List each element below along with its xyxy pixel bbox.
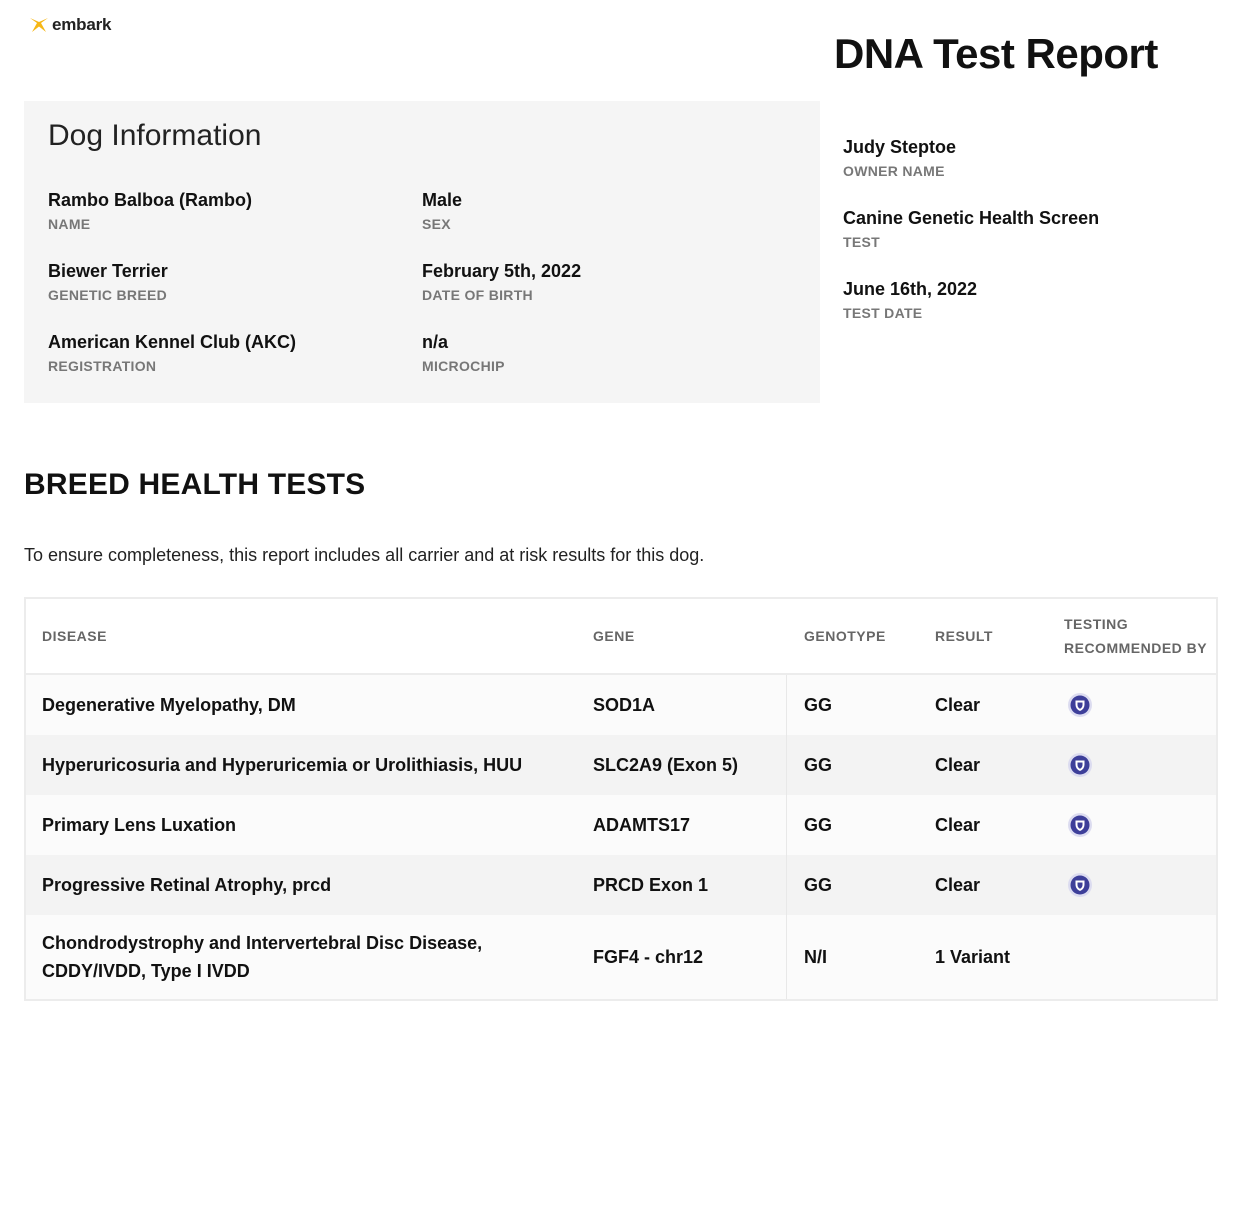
table-row: [26, 735, 1216, 795]
embark-logo: [28, 14, 111, 36]
field-value: Rambo Balboa (Rambo): [48, 190, 253, 210]
table-row: [26, 915, 1216, 999]
field-sex: [422, 189, 462, 232]
section-description: To ensure completeness, this report includes all carrier and at risk results for this dog.: [24, 545, 705, 565]
field-registration: [48, 331, 296, 374]
disease-cell: [26, 915, 576, 999]
test-date: [843, 278, 977, 321]
disease-cell: Progressive Retinal Atrophy, prcd: [42, 875, 332, 895]
column-header-line: RECOMMENDED BY: [1064, 640, 1208, 656]
gene-cell: FGF4 - chr12: [576, 915, 787, 999]
field-label: OWNER NAME: [843, 163, 945, 179]
logo-text: embark: [52, 15, 112, 34]
field-label: MICROCHIP: [422, 358, 505, 374]
dog-information-card: [24, 101, 820, 403]
result-cell: Clear: [935, 875, 981, 895]
health-tests-table: [24, 597, 1218, 1001]
field-microchip: [422, 331, 505, 374]
column-header-genotype: GENOTYPE: [804, 628, 886, 644]
embark-star-icon: [28, 14, 50, 36]
table-row: [26, 795, 1216, 855]
field-label: SEX: [422, 216, 451, 232]
column-header-disease: DISEASE: [42, 628, 107, 644]
result-cell: 1 Variant: [935, 947, 1011, 967]
table-row: [26, 855, 1216, 915]
table-header: [26, 599, 1216, 675]
field-value: Canine Genetic Health Screen: [843, 208, 1100, 228]
field-value: February 5th, 2022: [422, 261, 582, 281]
recommended-cell: [1046, 812, 1216, 838]
gene-cell: ADAMTS17: [576, 795, 787, 855]
disease-cell: Hyperuricosuria and Hyperuricemia or Urolithiasis, HUU: [42, 755, 523, 775]
field-label: DATE OF BIRTH: [422, 287, 533, 303]
field-label: TEST: [843, 234, 880, 250]
field-label: GENETIC BREED: [48, 287, 168, 303]
recommended-cell: [1046, 692, 1216, 718]
recommended-cell: [1046, 752, 1216, 778]
field-value: American Kennel Club (AKC): [48, 332, 297, 352]
disease-line: CDDY/IVDD, Type I IVDD: [42, 961, 250, 981]
field-value: Male: [422, 190, 463, 210]
breed-club-shield-icon: [1067, 692, 1093, 718]
genotype-cell: N/I: [804, 947, 828, 967]
field-name: [48, 189, 252, 232]
disease-cell: Primary Lens Luxation: [42, 815, 237, 835]
column-header-testing-recommended-by: [1046, 612, 1216, 660]
column-header-gene: GENE: [593, 628, 635, 644]
field-label: NAME: [48, 216, 91, 232]
result-cell: Clear: [935, 755, 981, 775]
field-value: n/a: [422, 332, 449, 352]
breed-club-shield-icon: [1067, 812, 1093, 838]
test-name: [843, 207, 1099, 250]
table-row: [26, 675, 1216, 735]
genotype-cell: GG: [804, 695, 833, 715]
disease-line: Chondrodystrophy and Intervertebral Disc Disease,: [42, 933, 483, 953]
genotype-cell: GG: [804, 755, 833, 775]
disease-cell: Degenerative Myelopathy, DM: [42, 695, 296, 715]
dog-information-title: Dog Information: [48, 119, 262, 152]
column-header-result: RESULT: [935, 628, 993, 644]
field-value: Biewer Terrier: [48, 261, 168, 281]
gene-cell: PRCD Exon 1: [576, 855, 787, 915]
genotype-cell: GG: [804, 875, 833, 895]
column-header-line: TESTING: [1064, 616, 1129, 632]
field-label: REGISTRATION: [48, 358, 157, 374]
result-cell: Clear: [935, 695, 981, 715]
recommended-cell: [1046, 872, 1216, 898]
breed-club-shield-icon: [1067, 872, 1093, 898]
section-title: BREED HEALTH TESTS: [24, 468, 366, 501]
breed-club-shield-icon: [1067, 752, 1093, 778]
gene-cell: SLC2A9 (Exon 5): [576, 735, 787, 795]
field-value: Judy Steptoe: [843, 137, 957, 157]
field-genetic-breed: [48, 260, 168, 303]
result-cell: Clear: [935, 815, 981, 835]
report-title: DNA Test Report: [834, 30, 1158, 77]
field-date-of-birth: [422, 260, 581, 303]
gene-cell: SOD1A: [576, 675, 787, 735]
owner-name: [843, 136, 956, 179]
field-label: TEST DATE: [843, 305, 923, 321]
field-value: June 16th, 2022: [843, 279, 978, 299]
genotype-cell: GG: [804, 815, 833, 835]
